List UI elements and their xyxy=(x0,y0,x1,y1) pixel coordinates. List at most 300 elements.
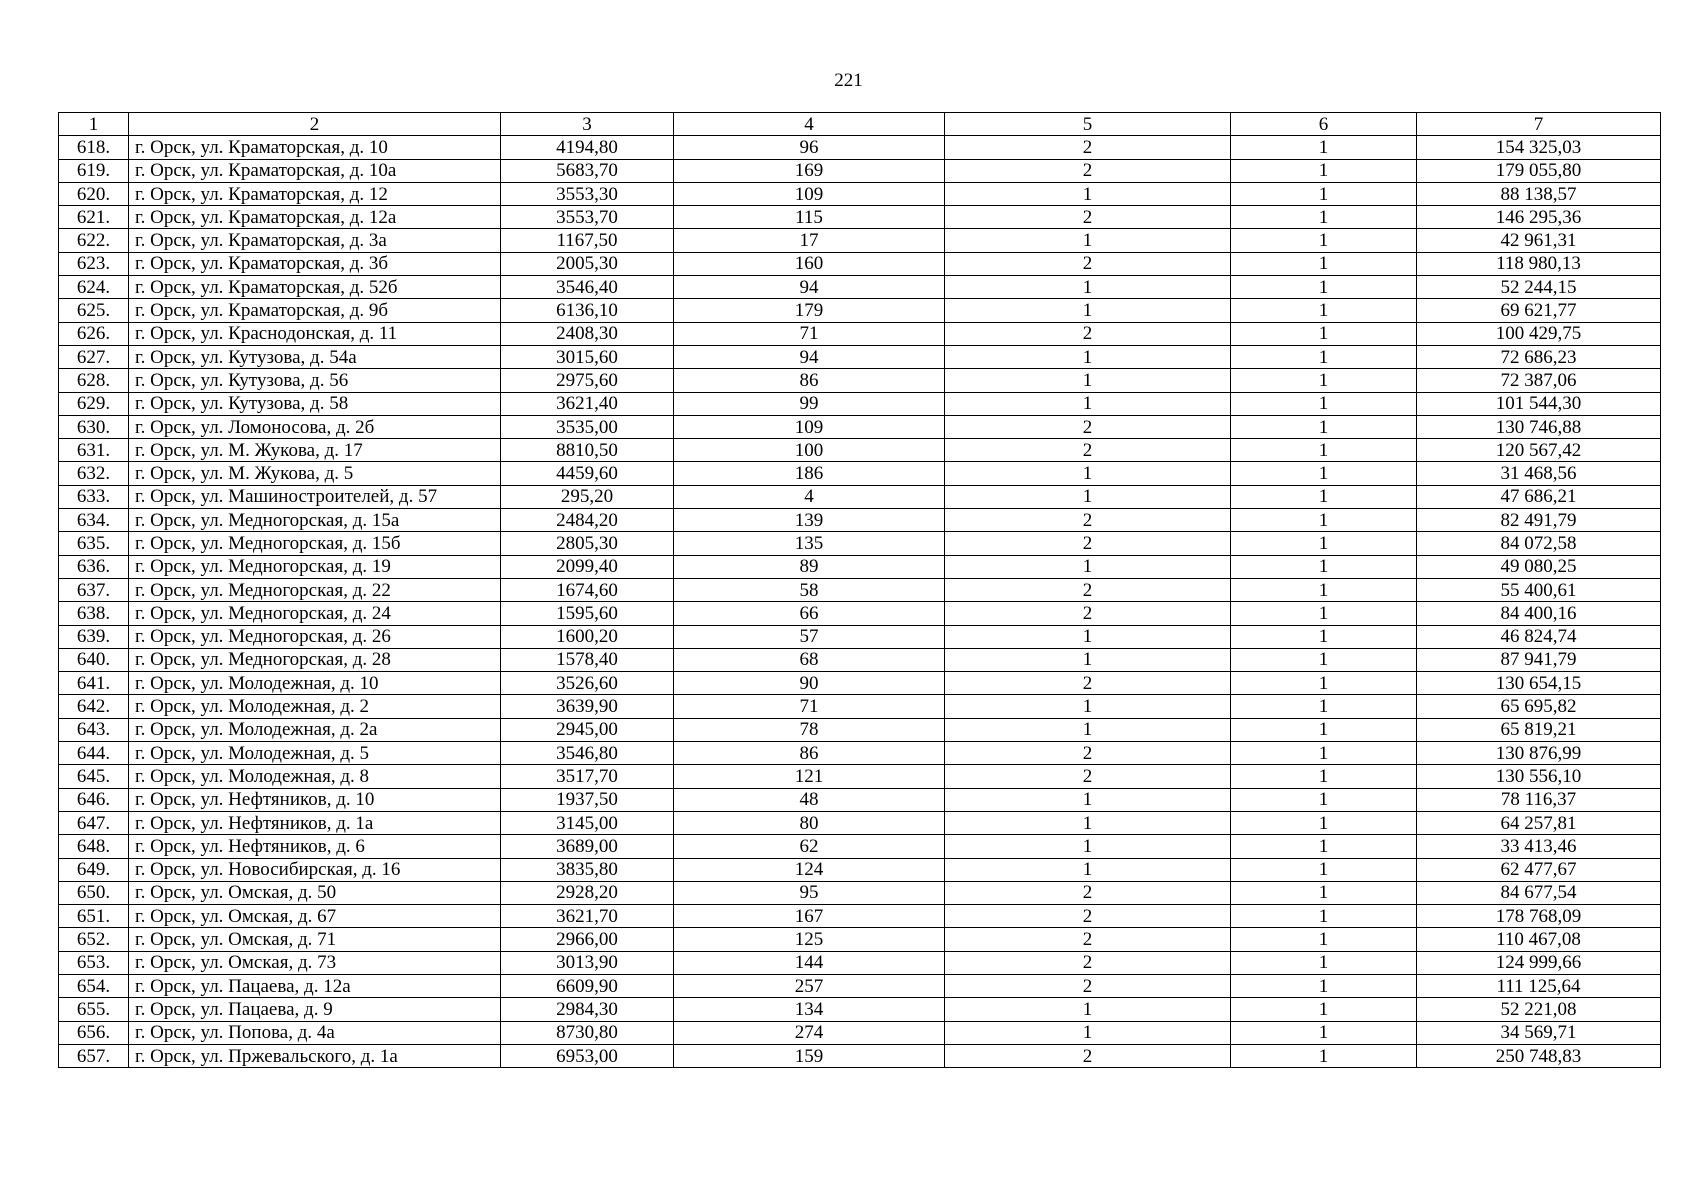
col5-cell: 2 xyxy=(945,1044,1231,1067)
col5-cell: 2 xyxy=(945,974,1231,997)
amount-cell: 250 748,83 xyxy=(1417,1044,1661,1067)
col6-cell: 1 xyxy=(1231,509,1417,532)
amount-cell: 111 125,64 xyxy=(1417,974,1661,997)
table-row xyxy=(59,602,1661,625)
col6-cell: 1 xyxy=(1231,182,1417,205)
amount-cell: 64 257,81 xyxy=(1417,811,1661,834)
area-cell: 1937,50 xyxy=(501,788,674,811)
col5-cell: 2 xyxy=(945,206,1231,229)
table-row xyxy=(59,159,1661,182)
address-cell: г. Орск, ул. Молодежная, д. 10 xyxy=(129,672,501,695)
col5-cell: 1 xyxy=(945,648,1231,671)
row-number-cell: 629. xyxy=(59,392,129,415)
col6-cell: 1 xyxy=(1231,485,1417,508)
col5-cell: 1 xyxy=(945,625,1231,648)
area-cell: 1595,60 xyxy=(501,602,674,625)
col5-cell: 1 xyxy=(945,345,1231,368)
row-number-cell: 636. xyxy=(59,555,129,578)
address-cell: г. Орск, ул. Краматорская, д. 10а xyxy=(129,159,501,182)
col5-cell: 2 xyxy=(945,509,1231,532)
col4-cell: 125 xyxy=(674,928,945,951)
col4-cell: 109 xyxy=(674,182,945,205)
table-row xyxy=(59,276,1661,299)
area-cell: 3689,00 xyxy=(501,835,674,858)
table-row xyxy=(59,532,1661,555)
address-cell: г. Орск, ул. Медногорская, д. 19 xyxy=(129,555,501,578)
col4-cell: 62 xyxy=(674,835,945,858)
col6-cell: 1 xyxy=(1231,159,1417,182)
col6-cell: 1 xyxy=(1231,648,1417,671)
column-header: 1 xyxy=(59,113,129,136)
row-number-cell: 624. xyxy=(59,276,129,299)
amount-cell: 49 080,25 xyxy=(1417,555,1661,578)
col6-cell: 1 xyxy=(1231,206,1417,229)
row-number-cell: 641. xyxy=(59,672,129,695)
area-cell: 2005,30 xyxy=(501,252,674,275)
amount-cell: 42 961,31 xyxy=(1417,229,1661,252)
amount-cell: 33 413,46 xyxy=(1417,835,1661,858)
col6-cell: 1 xyxy=(1231,905,1417,928)
amount-cell: 100 429,75 xyxy=(1417,322,1661,345)
row-number-cell: 645. xyxy=(59,765,129,788)
table-row xyxy=(59,765,1661,788)
row-number-cell: 652. xyxy=(59,928,129,951)
area-cell: 295,20 xyxy=(501,485,674,508)
address-cell: г. Орск, ул. Пацаева, д. 12а xyxy=(129,974,501,997)
address-cell: г. Орск, ул. М. Жукова, д. 17 xyxy=(129,439,501,462)
col5-cell: 1 xyxy=(945,229,1231,252)
col5-cell: 2 xyxy=(945,928,1231,951)
area-cell: 3013,90 xyxy=(501,951,674,974)
col6-cell: 1 xyxy=(1231,811,1417,834)
address-cell: г. Орск, ул. Новосибирская, д. 16 xyxy=(129,858,501,881)
col4-cell: 257 xyxy=(674,974,945,997)
area-cell: 2408,30 xyxy=(501,322,674,345)
col5-cell: 2 xyxy=(945,439,1231,462)
page-number: 221 xyxy=(834,70,863,91)
table-row xyxy=(59,229,1661,252)
col6-cell: 1 xyxy=(1231,881,1417,904)
area-cell: 1600,20 xyxy=(501,625,674,648)
col6-cell: 1 xyxy=(1231,951,1417,974)
col6-cell: 1 xyxy=(1231,252,1417,275)
address-cell: г. Орск, ул. Краматорская, д. 9б xyxy=(129,299,501,322)
col5-cell: 2 xyxy=(945,602,1231,625)
area-cell: 3517,70 xyxy=(501,765,674,788)
address-cell: г. Орск, ул. Медногорская, д. 15а xyxy=(129,509,501,532)
amount-cell: 130 746,88 xyxy=(1417,415,1661,438)
row-number-cell: 623. xyxy=(59,252,129,275)
col6-cell: 1 xyxy=(1231,1021,1417,1044)
col6-cell: 1 xyxy=(1231,602,1417,625)
table-row xyxy=(59,951,1661,974)
col5-cell: 2 xyxy=(945,159,1231,182)
amount-cell: 47 686,21 xyxy=(1417,485,1661,508)
row-number-cell: 649. xyxy=(59,858,129,881)
col5-cell: 2 xyxy=(945,322,1231,345)
col4-cell: 167 xyxy=(674,905,945,928)
amount-cell: 65 819,21 xyxy=(1417,718,1661,741)
amount-cell: 62 477,67 xyxy=(1417,858,1661,881)
area-cell: 5683,70 xyxy=(501,159,674,182)
area-cell: 3639,90 xyxy=(501,695,674,718)
table-body xyxy=(59,136,1661,1068)
address-cell: г. Орск, ул. Краматорская, д. 3б xyxy=(129,252,501,275)
area-cell: 1674,60 xyxy=(501,578,674,601)
amount-cell: 78 116,37 xyxy=(1417,788,1661,811)
amount-cell: 110 467,08 xyxy=(1417,928,1661,951)
amount-cell: 178 768,09 xyxy=(1417,905,1661,928)
table-row xyxy=(59,788,1661,811)
address-cell: г. Орск, ул. Молодежная, д. 2 xyxy=(129,695,501,718)
area-cell: 3145,00 xyxy=(501,811,674,834)
table-row xyxy=(59,578,1661,601)
address-cell: г. Орск, ул. Краматорская, д. 10 xyxy=(129,136,501,159)
address-cell: г. Орск, ул. Нефтяников, д. 10 xyxy=(129,788,501,811)
address-cell: г. Орск, ул. Ломоносова, д. 2б xyxy=(129,415,501,438)
table-row xyxy=(59,462,1661,485)
area-cell: 2805,30 xyxy=(501,532,674,555)
address-cell: г. Орск, ул. Молодежная, д. 2а xyxy=(129,718,501,741)
address-cell: г. Орск, ул. Кутузова, д. 58 xyxy=(129,392,501,415)
area-cell: 1578,40 xyxy=(501,648,674,671)
address-cell: г. Орск, ул. Медногорская, д. 26 xyxy=(129,625,501,648)
col4-cell: 160 xyxy=(674,252,945,275)
col5-cell: 1 xyxy=(945,858,1231,881)
amount-cell: 179 055,80 xyxy=(1417,159,1661,182)
amount-cell: 101 544,30 xyxy=(1417,392,1661,415)
col4-cell: 66 xyxy=(674,602,945,625)
col5-cell: 2 xyxy=(945,136,1231,159)
col6-cell: 1 xyxy=(1231,392,1417,415)
amount-cell: 130 556,10 xyxy=(1417,765,1661,788)
row-number-cell: 619. xyxy=(59,159,129,182)
amount-cell: 130 876,99 xyxy=(1417,742,1661,765)
addresses-table xyxy=(58,112,1661,1068)
col4-cell: 124 xyxy=(674,858,945,881)
col6-cell: 1 xyxy=(1231,322,1417,345)
col6-cell: 1 xyxy=(1231,555,1417,578)
amount-cell: 84 677,54 xyxy=(1417,881,1661,904)
area-cell: 2966,00 xyxy=(501,928,674,951)
col6-cell: 1 xyxy=(1231,742,1417,765)
col4-cell: 179 xyxy=(674,299,945,322)
area-cell: 2928,20 xyxy=(501,881,674,904)
area-cell: 8730,80 xyxy=(501,1021,674,1044)
col4-cell: 144 xyxy=(674,951,945,974)
col4-cell: 78 xyxy=(674,718,945,741)
row-number-cell: 635. xyxy=(59,532,129,555)
row-number-cell: 647. xyxy=(59,811,129,834)
amount-cell: 72 686,23 xyxy=(1417,345,1661,368)
address-cell: г. Орск, ул. Попова, д. 4а xyxy=(129,1021,501,1044)
address-cell: г. Орск, ул. Омская, д. 71 xyxy=(129,928,501,951)
row-number-cell: 625. xyxy=(59,299,129,322)
col5-cell: 1 xyxy=(945,276,1231,299)
row-number-cell: 656. xyxy=(59,1021,129,1044)
table-row xyxy=(59,509,1661,532)
table-row xyxy=(59,695,1661,718)
col6-cell: 1 xyxy=(1231,345,1417,368)
address-cell: г. Орск, ул. М. Жукова, д. 5 xyxy=(129,462,501,485)
amount-cell: 84 400,16 xyxy=(1417,602,1661,625)
col6-cell: 1 xyxy=(1231,462,1417,485)
address-cell: г. Орск, ул. Нефтяников, д. 1а xyxy=(129,811,501,834)
row-number-cell: 648. xyxy=(59,835,129,858)
amount-cell: 124 999,66 xyxy=(1417,951,1661,974)
area-cell: 3015,60 xyxy=(501,345,674,368)
col4-cell: 100 xyxy=(674,439,945,462)
col4-cell: 95 xyxy=(674,881,945,904)
amount-cell: 72 387,06 xyxy=(1417,369,1661,392)
col4-cell: 186 xyxy=(674,462,945,485)
row-number-cell: 620. xyxy=(59,182,129,205)
area-cell: 2484,20 xyxy=(501,509,674,532)
table-row xyxy=(59,206,1661,229)
col4-cell: 89 xyxy=(674,555,945,578)
amount-cell: 146 295,36 xyxy=(1417,206,1661,229)
area-cell: 3553,70 xyxy=(501,206,674,229)
table-row xyxy=(59,322,1661,345)
col4-cell: 86 xyxy=(674,369,945,392)
address-cell: г. Орск, ул. Краснодонская, д. 11 xyxy=(129,322,501,345)
amount-cell: 87 941,79 xyxy=(1417,648,1661,671)
col6-cell: 1 xyxy=(1231,835,1417,858)
col5-cell: 1 xyxy=(945,998,1231,1021)
col6-cell: 1 xyxy=(1231,625,1417,648)
col6-cell: 1 xyxy=(1231,858,1417,881)
header-row xyxy=(59,113,1661,136)
col5-cell: 1 xyxy=(945,718,1231,741)
amount-cell: 154 325,03 xyxy=(1417,136,1661,159)
col5-cell: 1 xyxy=(945,695,1231,718)
col4-cell: 134 xyxy=(674,998,945,1021)
row-number-cell: 628. xyxy=(59,369,129,392)
table-row xyxy=(59,485,1661,508)
row-number-cell: 654. xyxy=(59,974,129,997)
col4-cell: 90 xyxy=(674,672,945,695)
col4-cell: 71 xyxy=(674,695,945,718)
col4-cell: 94 xyxy=(674,345,945,368)
col5-cell: 2 xyxy=(945,672,1231,695)
address-cell: г. Орск, ул. Молодежная, д. 5 xyxy=(129,742,501,765)
row-number-cell: 626. xyxy=(59,322,129,345)
area-cell: 8810,50 xyxy=(501,439,674,462)
col5-cell: 1 xyxy=(945,182,1231,205)
col5-cell: 1 xyxy=(945,299,1231,322)
address-cell: г. Орск, ул. Краматорская, д. 12 xyxy=(129,182,501,205)
row-number-cell: 644. xyxy=(59,742,129,765)
col6-cell: 1 xyxy=(1231,532,1417,555)
col4-cell: 4 xyxy=(674,485,945,508)
col5-cell: 1 xyxy=(945,555,1231,578)
col6-cell: 1 xyxy=(1231,718,1417,741)
row-number-cell: 643. xyxy=(59,718,129,741)
col5-cell: 2 xyxy=(945,578,1231,601)
table-row xyxy=(59,811,1661,834)
col4-cell: 71 xyxy=(674,322,945,345)
table-row xyxy=(59,392,1661,415)
col6-cell: 1 xyxy=(1231,928,1417,951)
table-row xyxy=(59,974,1661,997)
col6-cell: 1 xyxy=(1231,788,1417,811)
row-number-cell: 637. xyxy=(59,578,129,601)
address-cell: г. Орск, ул. Омская, д. 50 xyxy=(129,881,501,904)
table-row xyxy=(59,369,1661,392)
address-cell: г. Орск, ул. Медногорская, д. 24 xyxy=(129,602,501,625)
address-cell: г. Орск, ул. Омская, д. 73 xyxy=(129,951,501,974)
table-row xyxy=(59,555,1661,578)
amount-cell: 34 569,71 xyxy=(1417,1021,1661,1044)
amount-cell: 82 491,79 xyxy=(1417,509,1661,532)
table-row xyxy=(59,299,1661,322)
col5-cell: 2 xyxy=(945,881,1231,904)
row-number-cell: 627. xyxy=(59,345,129,368)
column-header: 6 xyxy=(1231,113,1417,136)
area-cell: 3835,80 xyxy=(501,858,674,881)
column-header: 5 xyxy=(945,113,1231,136)
col6-cell: 1 xyxy=(1231,1044,1417,1067)
row-number-cell: 655. xyxy=(59,998,129,1021)
address-cell: г. Орск, ул. Нефтяников, д. 6 xyxy=(129,835,501,858)
col4-cell: 68 xyxy=(674,648,945,671)
col6-cell: 1 xyxy=(1231,974,1417,997)
col4-cell: 99 xyxy=(674,392,945,415)
col5-cell: 2 xyxy=(945,252,1231,275)
col4-cell: 135 xyxy=(674,532,945,555)
col4-cell: 57 xyxy=(674,625,945,648)
row-number-cell: 653. xyxy=(59,951,129,974)
table-row xyxy=(59,1044,1661,1067)
col6-cell: 1 xyxy=(1231,229,1417,252)
address-cell: г. Орск, ул. Молодежная, д. 8 xyxy=(129,765,501,788)
area-cell: 2945,00 xyxy=(501,718,674,741)
table-row xyxy=(59,182,1661,205)
row-number-cell: 642. xyxy=(59,695,129,718)
address-cell: г. Орск, ул. Медногорская, д. 28 xyxy=(129,648,501,671)
area-cell: 6136,10 xyxy=(501,299,674,322)
amount-cell: 52 221,08 xyxy=(1417,998,1661,1021)
area-cell: 2099,40 xyxy=(501,555,674,578)
table-row xyxy=(59,905,1661,928)
row-number-cell: 638. xyxy=(59,602,129,625)
column-header: 2 xyxy=(129,113,501,136)
col4-cell: 121 xyxy=(674,765,945,788)
address-cell: г. Орск, ул. Краматорская, д. 3а xyxy=(129,229,501,252)
table-row xyxy=(59,136,1661,159)
amount-cell: 46 824,74 xyxy=(1417,625,1661,648)
col5-cell: 2 xyxy=(945,765,1231,788)
col4-cell: 109 xyxy=(674,415,945,438)
address-cell: г. Орск, ул. Омская, д. 67 xyxy=(129,905,501,928)
table-row xyxy=(59,415,1661,438)
col4-cell: 86 xyxy=(674,742,945,765)
table-row xyxy=(59,881,1661,904)
amount-cell: 69 621,77 xyxy=(1417,299,1661,322)
address-cell: г. Орск, ул. Медногорская, д. 22 xyxy=(129,578,501,601)
col6-cell: 1 xyxy=(1231,998,1417,1021)
col6-cell: 1 xyxy=(1231,415,1417,438)
row-number-cell: 630. xyxy=(59,415,129,438)
table-row xyxy=(59,742,1661,765)
row-number-cell: 633. xyxy=(59,485,129,508)
amount-cell: 31 468,56 xyxy=(1417,462,1661,485)
row-number-cell: 640. xyxy=(59,648,129,671)
address-cell: г. Орск, ул. Кутузова, д. 54а xyxy=(129,345,501,368)
address-cell: г. Орск, ул. Машиностроителей, д. 57 xyxy=(129,485,501,508)
address-cell: г. Орск, ул. Медногорская, д. 15б xyxy=(129,532,501,555)
amount-cell: 65 695,82 xyxy=(1417,695,1661,718)
table-row xyxy=(59,439,1661,462)
address-cell: г. Орск, ул. Пржевальского, д. 1а xyxy=(129,1044,501,1067)
col6-cell: 1 xyxy=(1231,578,1417,601)
table-row xyxy=(59,835,1661,858)
row-number-cell: 618. xyxy=(59,136,129,159)
area-cell: 6953,00 xyxy=(501,1044,674,1067)
table-row xyxy=(59,1021,1661,1044)
col5-cell: 2 xyxy=(945,905,1231,928)
table-row xyxy=(59,718,1661,741)
amount-cell: 118 980,13 xyxy=(1417,252,1661,275)
col4-cell: 48 xyxy=(674,788,945,811)
col4-cell: 115 xyxy=(674,206,945,229)
col6-cell: 1 xyxy=(1231,765,1417,788)
area-cell: 3546,80 xyxy=(501,742,674,765)
col5-cell: 1 xyxy=(945,485,1231,508)
table-row xyxy=(59,928,1661,951)
area-cell: 3535,00 xyxy=(501,415,674,438)
col4-cell: 274 xyxy=(674,1021,945,1044)
amount-cell: 130 654,15 xyxy=(1417,672,1661,695)
table-row xyxy=(59,858,1661,881)
col5-cell: 1 xyxy=(945,462,1231,485)
col4-cell: 94 xyxy=(674,276,945,299)
amount-cell: 88 138,57 xyxy=(1417,182,1661,205)
address-cell: г. Орск, ул. Краматорская, д. 52б xyxy=(129,276,501,299)
col5-cell: 2 xyxy=(945,951,1231,974)
amount-cell: 52 244,15 xyxy=(1417,276,1661,299)
col5-cell: 1 xyxy=(945,788,1231,811)
col4-cell: 169 xyxy=(674,159,945,182)
column-header: 4 xyxy=(674,113,945,136)
col4-cell: 80 xyxy=(674,811,945,834)
col5-cell: 2 xyxy=(945,532,1231,555)
area-cell: 4194,80 xyxy=(501,136,674,159)
col4-cell: 139 xyxy=(674,509,945,532)
area-cell: 3621,40 xyxy=(501,392,674,415)
area-cell: 3546,40 xyxy=(501,276,674,299)
table-row xyxy=(59,345,1661,368)
col4-cell: 17 xyxy=(674,229,945,252)
table-row xyxy=(59,672,1661,695)
col4-cell: 159 xyxy=(674,1044,945,1067)
col5-cell: 1 xyxy=(945,835,1231,858)
row-number-cell: 651. xyxy=(59,905,129,928)
amount-cell: 120 567,42 xyxy=(1417,439,1661,462)
col5-cell: 2 xyxy=(945,742,1231,765)
row-number-cell: 639. xyxy=(59,625,129,648)
col5-cell: 2 xyxy=(945,415,1231,438)
area-cell: 3553,30 xyxy=(501,182,674,205)
table-row xyxy=(59,648,1661,671)
row-number-cell: 634. xyxy=(59,509,129,532)
row-number-cell: 657. xyxy=(59,1044,129,1067)
address-cell: г. Орск, ул. Кутузова, д. 56 xyxy=(129,369,501,392)
row-number-cell: 622. xyxy=(59,229,129,252)
row-number-cell: 646. xyxy=(59,788,129,811)
table-row xyxy=(59,252,1661,275)
col6-cell: 1 xyxy=(1231,136,1417,159)
